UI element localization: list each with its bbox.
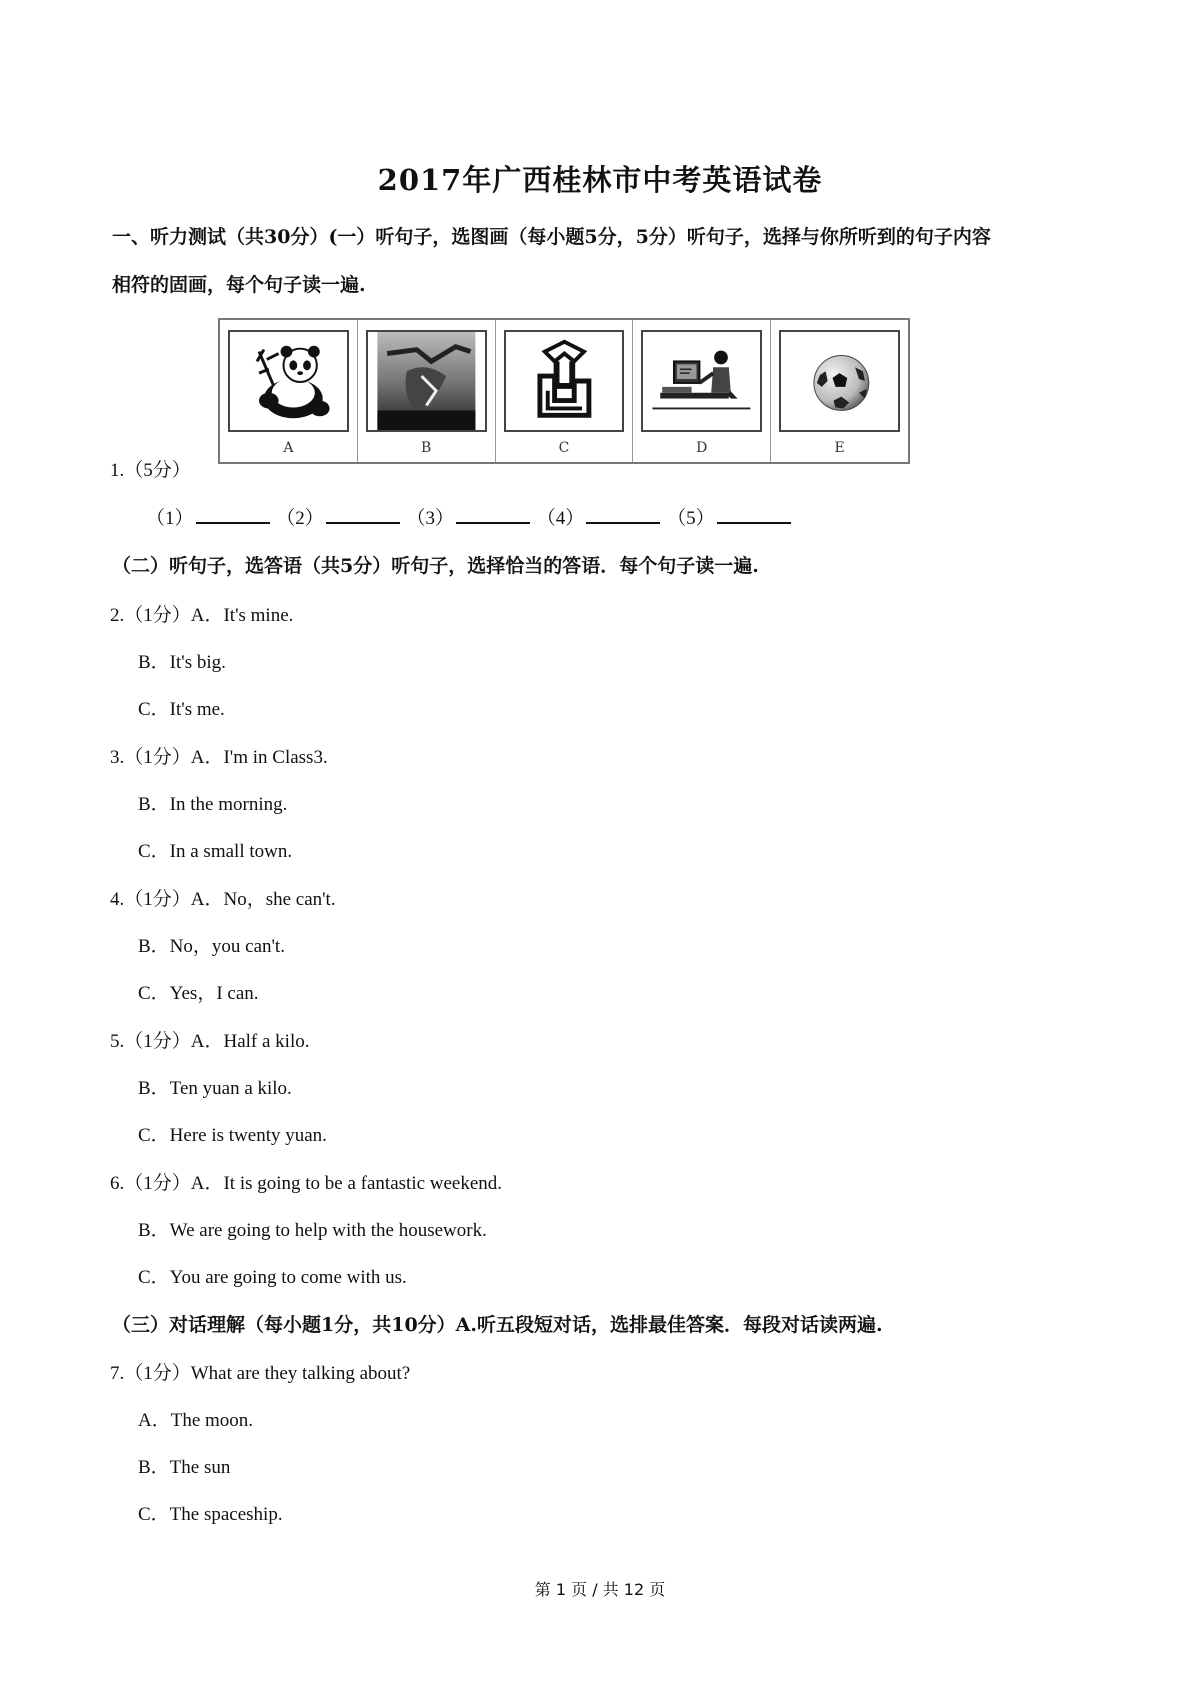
blank-4[interactable] [586,502,660,524]
question-4-option-b: B．No，you can't. [138,936,285,957]
section-2-instruction: （二）听句子，选答语（共5分）听句子，选择恰当的答语．每个句子读一遍. [112,555,759,577]
section-1-instruction-line-1: 一、听力测试（共30分）(一）听句子，选图画（每小题5分，5分）听句子，选择与你所听到的句子内容 [112,226,991,248]
blank-2-label: （2） [276,508,324,529]
question-2-option-b: B．It's big. [138,652,226,673]
blank-1-label: （1） [146,508,194,529]
panda-icon [230,332,347,430]
picture-b-label: B [421,440,432,456]
question-3-stem: 3.（1分）A．I'm in Class3. [110,747,328,768]
photo-icon [368,332,485,430]
question-5-option-c: C．Here is twenty yuan. [138,1125,327,1146]
picture-c [496,320,634,462]
question-7-option-b: B．The sun [138,1457,231,1478]
section-1-instruction-line-2: 相符的固画，每个句子读一遍. [112,274,366,296]
question-7-option-a: A．The moon. [138,1410,254,1431]
question-3-option-b: B．In the morning. [138,794,288,815]
page-title: 2017年广西桂林市中考英语试卷 [377,163,823,197]
picture-strip [218,318,910,464]
picture-a [220,320,358,462]
picture-a-label: A [283,440,294,456]
question-1-answer-blanks [146,502,793,530]
picture-e-label: E [834,440,845,456]
picture-b [358,320,496,462]
blank-3[interactable] [456,502,530,524]
picture-d-label: D [696,440,708,456]
question-2-stem: 2.（1分）A．It's mine. [110,605,294,626]
question-5-option-b: B．Ten yuan a kilo. [138,1078,292,1099]
blank-5-label: （5） [667,508,715,529]
question-4-stem: 4.（1分）A．No，she can't. [110,889,336,910]
blank-4-label: （4） [536,508,585,529]
question-3-option-c: C．In a small town. [138,841,293,862]
question-7-stem: 7.（1分）What are they talking about? [110,1363,411,1384]
page-footer: 第 1 页 / 共 12 页 [534,1580,666,1599]
question-2-option-c: C．It's me. [138,699,225,720]
computer-icon [643,332,760,430]
question-6-option-c: C．You are going to come with us. [138,1267,407,1288]
question-1-label: 1.（5分） [110,460,191,481]
logo-icon [506,332,623,430]
section-3-instruction: （三）对话理解（每小题1分，共10分）A.听五段短对话，选排最佳答案．每段对话读两遍. [112,1314,883,1336]
blank-3-label: （3） [406,508,455,529]
picture-e [771,320,908,462]
question-5-stem: 5.（1分）A．Half a kilo. [110,1031,310,1052]
question-6-stem: 6.（1分）A．It is going to be a fantastic weekend. [110,1173,503,1194]
football-icon [781,332,898,430]
question-6-option-b: B．We are going to help with the housework. [138,1220,487,1241]
picture-d [633,320,771,462]
blank-5[interactable] [717,502,791,524]
blank-1[interactable] [196,502,270,524]
blank-2[interactable] [326,502,400,524]
question-4-option-c: C．Yes，I can. [138,983,259,1004]
question-7-option-c: C．The spaceship. [138,1504,283,1525]
picture-c-label: C [558,440,570,456]
